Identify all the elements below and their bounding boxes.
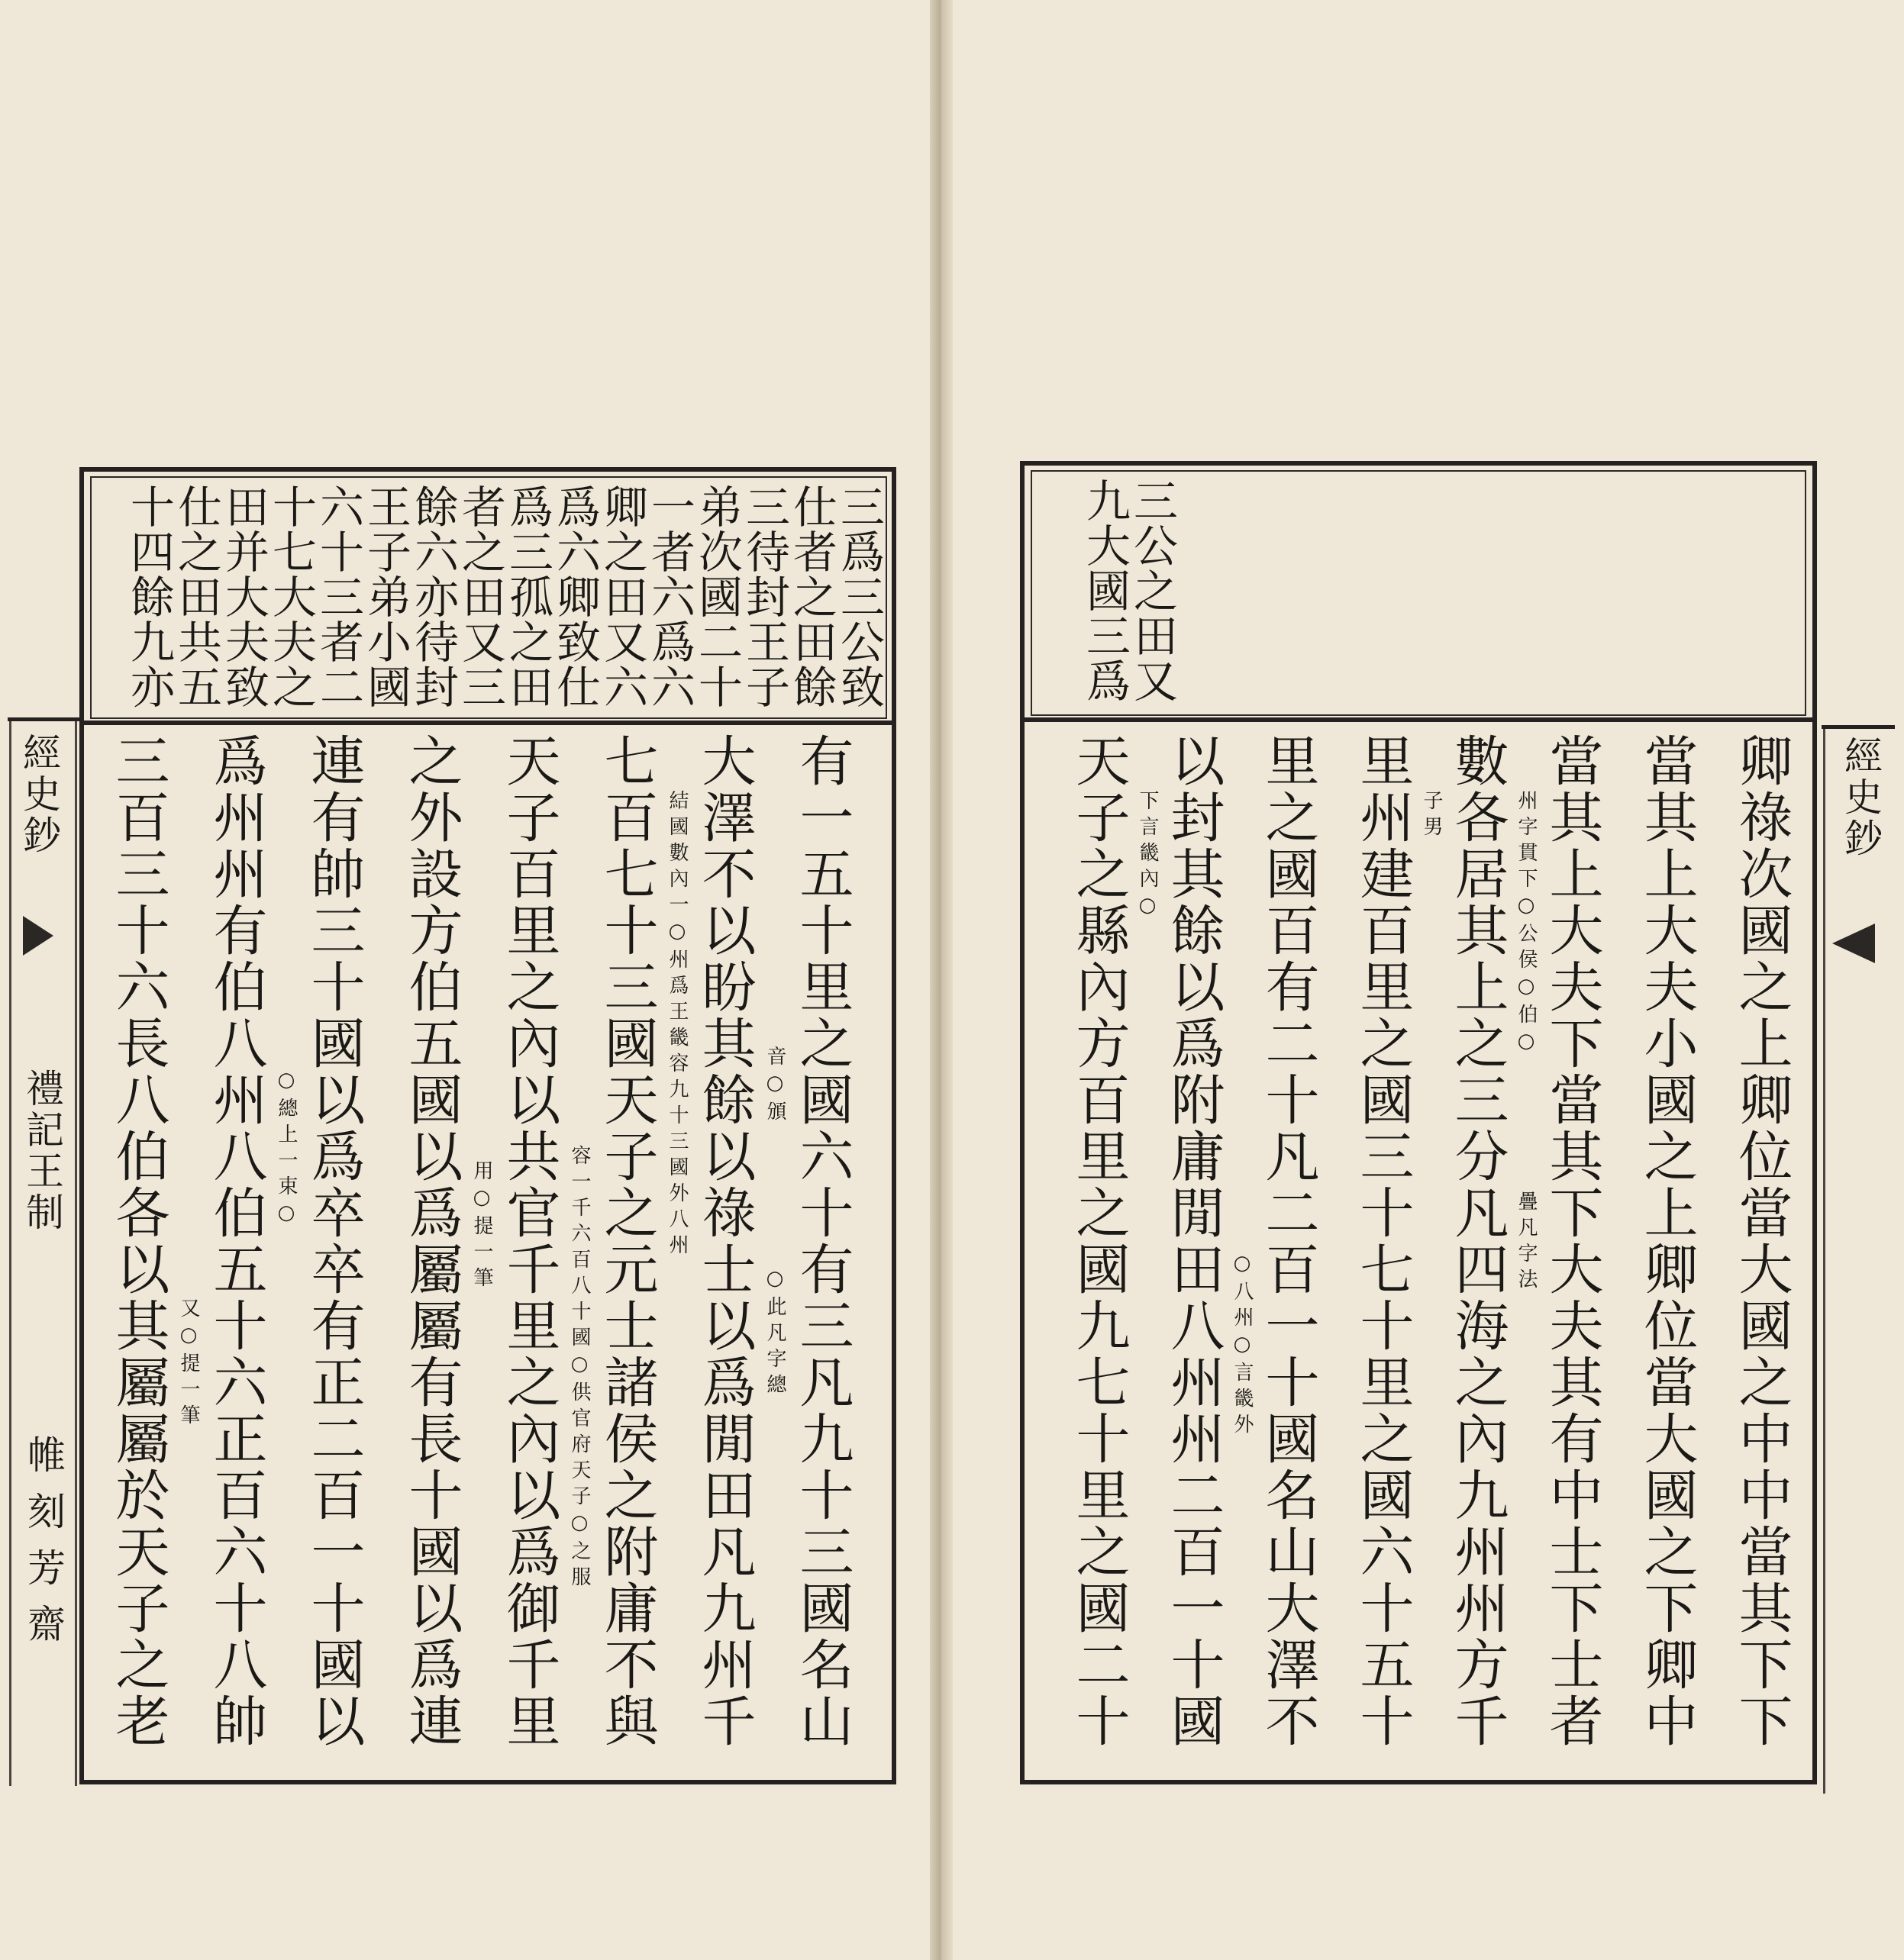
left-header-column-9: 者之田又三 — [454, 484, 506, 709]
right-body-column-7: 以封其餘以爲附庸閒田八州州二百一十國 — [1162, 733, 1225, 1749]
right-note-4: ○八州○言畿外 — [1231, 1252, 1254, 1439]
left-body-column-6: 連有帥三十國以爲卒卒有正二百一十國以 — [302, 733, 366, 1749]
right-fishtail-mark — [1832, 924, 1875, 963]
right-body-column-3: 當其上大夫下當其下大夫其有中士下士者 — [1541, 733, 1604, 1749]
right-header-column-1: 九大國三爲 — [1079, 478, 1131, 703]
right-note-3: 子男 — [1420, 790, 1443, 842]
book-gutter — [930, 0, 953, 1960]
left-header-column-7: 爲六卿致仕 — [549, 484, 601, 709]
left-body-column-3: 七百七十三國天子之元士諸侯之附庸不與 — [595, 733, 659, 1749]
left-note-3: 結國數內一○州爲王畿容九十三國外八州 — [666, 790, 689, 1260]
right-note-2: 州字貫下○公侯○伯○ — [1515, 790, 1538, 1059]
left-margin-section: 禮記王制 — [20, 1069, 64, 1233]
right-margin-title: 經史鈔 — [1838, 736, 1883, 859]
left-header-column-4: 弟次國二十 — [691, 484, 743, 709]
left-margin-publisher: 帷 刻 芳 齋 — [21, 1435, 66, 1646]
left-note-2: ○此凡字總 — [763, 1267, 786, 1400]
right-note-5: 下言畿內○ — [1136, 790, 1159, 923]
right-header-column-2: 三公之田又 — [1126, 478, 1178, 703]
left-body-column-2: 大澤不以盼其餘以祿士以爲閒田凡九州千 — [693, 733, 757, 1749]
left-header-column-6: 卿之田又六 — [596, 484, 648, 709]
right-body-column-2: 當其上大夫小國之上卿位當大國之下卿中 — [1635, 733, 1699, 1749]
right-note-1: 疊凡字法 — [1515, 1191, 1538, 1294]
left-note-1: 音○頒 — [763, 1046, 786, 1127]
right-body-column-5: 里州建百里之國三十七十里之國六十五十 — [1351, 733, 1415, 1749]
left-header-column-12: 六十三者二 — [312, 484, 364, 709]
right-body-column-6: 里之國百有二十凡二百一十國名山大澤不 — [1257, 733, 1320, 1749]
left-margin-title: 經史鈔 — [17, 733, 61, 856]
left-header-column-5: 一者六爲六 — [644, 484, 695, 709]
left-fold-top-rule — [8, 717, 81, 721]
left-header-column-15: 仕之田共五 — [170, 484, 222, 709]
right-header-divider — [1020, 717, 1817, 721]
left-header-column-13: 十七大夫之 — [265, 484, 317, 709]
left-note-5: 用○提一筆 — [470, 1160, 493, 1293]
left-body-column-4: 天子百里之內以共官千里之內以爲御千里 — [498, 733, 561, 1749]
left-header-divider — [79, 720, 896, 724]
left-header-column-1: 三爲三公致 — [833, 484, 885, 709]
left-note-7: 又○提一筆 — [177, 1298, 200, 1430]
left-header-column-3: 三待封王子 — [738, 484, 790, 709]
left-note-6: ○總上一束○ — [275, 1069, 298, 1230]
left-fold-line-inner — [75, 717, 77, 1786]
left-fold-line-outer — [9, 717, 11, 1786]
right-fold-top-rule — [1822, 725, 1895, 729]
right-body-column-1: 卿祿次國之上卿位當大國之中中當其下下 — [1730, 733, 1793, 1749]
right-fold-line-inner — [1823, 725, 1825, 1794]
left-note-4: 容一千六百八十國○供官府天子○之服 — [568, 1145, 591, 1592]
left-header-column-10: 餘六亦待封 — [407, 484, 459, 709]
right-body-column-4: 數各居其上之三分凡四海之內九州州方千 — [1446, 733, 1509, 1749]
left-header-column-11: 王子弟小國 — [360, 484, 411, 709]
left-header-column-14: 田并大夫致 — [218, 484, 269, 709]
left-body-column-7: 爲州州有伯八州八伯五十六正百六十八帥 — [205, 733, 268, 1749]
left-header-column-16: 十四餘九亦 — [123, 484, 175, 709]
left-body-column-5: 之外設方伯五國以爲屬屬有長十國以爲連 — [400, 733, 463, 1749]
left-header-column-8: 爲三孤之田 — [502, 484, 553, 709]
right-body-column-8: 天子之縣內方百里之國九七十里之國二十 — [1067, 733, 1131, 1749]
left-body-column-8: 三百三十六長八伯各以其屬屬於天子之老 — [107, 733, 170, 1749]
left-header-column-2: 仕者之田餘 — [786, 484, 837, 709]
left-fishtail-mark — [23, 916, 53, 956]
left-body-column-1: 有一五十里之國六十有三凡九十三國名山 — [791, 733, 854, 1749]
